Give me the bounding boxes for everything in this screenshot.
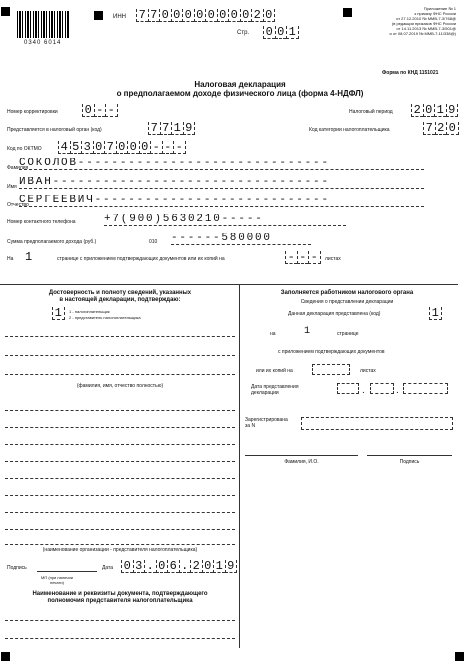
pages-value[interactable]: 1	[25, 250, 33, 264]
authority-doc-row-2[interactable]	[5, 627, 235, 639]
submission-month-field[interactable]	[370, 383, 394, 394]
org-row-8[interactable]	[5, 518, 235, 530]
income-field[interactable]: ------580000	[171, 233, 311, 245]
fio-row-2[interactable]	[5, 344, 235, 356]
submission-date-label-line-2: декларации	[251, 390, 279, 396]
form-cell[interactable]: 0	[127, 141, 139, 154]
date-dot: .	[396, 385, 399, 396]
signature-line[interactable]	[37, 571, 97, 572]
org-row-5[interactable]	[5, 467, 235, 479]
form-cell[interactable]: 7	[104, 141, 116, 154]
office-section-subtitle: Сведения о представлении декларации	[300, 299, 394, 305]
appendix-line: и от 08.07.2019 № ММВ-7-11/338@)	[389, 31, 456, 36]
form-code: Форма по КНД 1151021	[382, 70, 439, 76]
registered-label-line-2: за N	[245, 423, 256, 429]
fio-row-1[interactable]	[5, 325, 235, 337]
office-section-title: Заполняется работником налогового органа	[280, 290, 414, 296]
appendix-line: Приложение № 1	[423, 6, 456, 11]
corner-marker-top-right	[343, 8, 352, 17]
phone-field[interactable]: +7(900)5630210-----	[104, 214, 346, 226]
corner-marker-bottom-left	[1, 652, 10, 661]
page-field[interactable]	[263, 26, 299, 39]
form-cell[interactable]: 2	[251, 9, 263, 22]
presented-code-field[interactable]	[429, 307, 442, 320]
barcode	[17, 11, 69, 38]
corner-marker-top-center	[94, 11, 103, 20]
form-cell[interactable]: 1	[52, 307, 65, 320]
income-code: 010	[149, 239, 158, 245]
barcode-number: 0340 6014	[24, 40, 62, 46]
form-cell[interactable]: 0	[263, 9, 276, 22]
lastname-label: Фамилия	[7, 165, 29, 171]
form-cell[interactable]: 0	[423, 104, 435, 117]
form-cell[interactable]: 0	[275, 26, 287, 39]
page-label: Стр.	[237, 30, 250, 36]
date-label: Дата	[102, 565, 114, 571]
form-cell[interactable]: -	[285, 251, 297, 264]
appendix-line: от 27.12.2010 № ММВ-7-3/768@	[396, 16, 456, 21]
document-title	[90, 80, 390, 98]
submission-date-label	[251, 384, 299, 396]
sheets-field[interactable]	[285, 251, 321, 264]
form-cell[interactable]: 3	[133, 560, 145, 573]
date-field[interactable]	[121, 560, 237, 573]
corner-marker-top-left	[1, 7, 10, 16]
form-cell[interactable]: 4	[58, 141, 70, 154]
form-cell[interactable]: 1	[429, 307, 442, 320]
form-cell[interactable]: 0	[240, 9, 252, 22]
form-cell[interactable]: 0	[116, 141, 128, 154]
tax-office-field[interactable]	[148, 122, 195, 135]
form-cell[interactable]: 0	[121, 560, 133, 573]
form-cell[interactable]: 0	[205, 9, 217, 22]
form-cell[interactable]: 7	[136, 9, 148, 22]
form-cell[interactable]: 2	[411, 104, 423, 117]
form-cell[interactable]: 0	[182, 9, 194, 22]
date-dot: .	[362, 385, 365, 396]
registered-label-line-1: Зарегистрирована	[245, 417, 288, 423]
category-field[interactable]	[423, 122, 459, 135]
form-cell[interactable]: -	[94, 104, 106, 117]
category-label: Код категории налогоплательщика	[309, 127, 390, 133]
submission-day-field[interactable]	[337, 383, 359, 394]
submission-date-label-line-1: Дата представления	[251, 384, 299, 390]
form-cell[interactable]: 1	[434, 104, 446, 117]
correction-label: Номер корректировки	[7, 109, 58, 115]
officer-name-caption: Фамилия, И.О.	[284, 459, 319, 465]
inn-field[interactable]	[136, 9, 275, 22]
patronymic-field[interactable]: СЕРГЕЕВИЧ----------------------------	[19, 195, 424, 207]
form-cell[interactable]: 6	[167, 560, 179, 573]
pages-text: странице с приложением подтверждающих документов или их копий на	[57, 256, 225, 262]
authority-doc-title-line-2: полномочия представителя налогоплательщика	[47, 598, 193, 604]
office-on-label: на	[270, 331, 276, 337]
form-cell[interactable]: 0	[156, 560, 168, 573]
form-cell[interactable]: 3	[81, 141, 93, 154]
form-cell[interactable]: 2	[190, 560, 202, 573]
form-cell[interactable]: 5	[70, 141, 82, 154]
form-cell[interactable]: 0	[446, 122, 459, 135]
inn-label: ИНН	[113, 14, 126, 20]
form-cell[interactable]: 7	[148, 9, 160, 22]
form-cell[interactable]: 0	[194, 9, 206, 22]
form-cell[interactable]: -	[150, 141, 162, 154]
fio-caption: (фамилия, имя, отчество полностью)	[76, 383, 164, 389]
sheets-label: листах	[325, 256, 341, 262]
period-field[interactable]	[411, 104, 458, 117]
form-cell[interactable]: 0	[228, 9, 240, 22]
form-cell[interactable]: 1	[286, 26, 299, 39]
confirmation-title-line-1: Достоверность и полноту сведений, указанных	[48, 290, 192, 296]
form-cell[interactable]: 0	[93, 141, 105, 154]
corner-marker-bottom-right	[455, 652, 464, 661]
tax-office-label: Представляется в налоговый орган (код)	[7, 127, 102, 133]
authority-doc-row-1[interactable]	[5, 609, 235, 621]
authority-doc-title	[4, 591, 236, 605]
correction-field[interactable]	[82, 104, 118, 117]
on-label: На	[7, 256, 14, 262]
officer-signature-line[interactable]	[367, 455, 452, 456]
mp-label: МП (при наличии печати)	[41, 575, 73, 585]
org-caption: (наименование организации - представителя налогоплательщика)	[42, 547, 198, 553]
firstname-label: Имя	[7, 184, 17, 190]
appendix-line: (в редакции приказов ФНС России	[391, 21, 456, 26]
firstname-field[interactable]: ИВАН---------------------------------	[19, 177, 424, 189]
signer-type-field[interactable]	[52, 307, 65, 320]
form-cell[interactable]: 9	[446, 104, 459, 117]
form-cell[interactable]: 0	[139, 141, 151, 154]
title-line-1: Налоговая декларация	[194, 80, 286, 89]
office-page-word: странице	[337, 331, 359, 337]
form-cell[interactable]: 0	[159, 9, 171, 22]
form-cell[interactable]: 1	[171, 122, 183, 135]
form-cell[interactable]: 0	[263, 26, 275, 39]
confirmation-title-line-2: в настоящей декларации, подтверждаю:	[59, 297, 181, 303]
signature-label: Подпись	[7, 565, 27, 571]
form-cell[interactable]: 9	[183, 122, 196, 135]
form-cell[interactable]: -	[105, 104, 118, 117]
lastname-field[interactable]: СОКОЛОВ------------------------------	[19, 158, 424, 170]
registered-label	[245, 417, 288, 429]
form-cell[interactable]: -	[297, 251, 309, 264]
submission-year-field[interactable]	[403, 383, 448, 394]
income-label: Сумма предполагаемого дохода (руб.)	[7, 239, 97, 245]
form-cell[interactable]: 0	[171, 9, 183, 22]
form-cell[interactable]: 0	[82, 104, 94, 117]
form-cell[interactable]: 1	[213, 560, 225, 573]
authority-doc-title-line-1: Наименование и реквизиты документа, подтверждающего	[32, 591, 208, 597]
signer-option-1: 1 - налогоплательщик	[69, 309, 110, 314]
org-row-6[interactable]	[5, 484, 235, 496]
signer-option-2: 2 - представитель налогоплательщика	[69, 315, 141, 320]
appendix-note	[360, 6, 456, 36]
org-row-9[interactable]	[5, 533, 235, 545]
office-pages-value[interactable]: 1	[304, 326, 311, 337]
title-line-2: о предполагаемом доходе физического лица (форма 4-НДФЛ)	[116, 89, 364, 98]
presented-label: Данная декларация представлена (код)	[288, 311, 381, 317]
org-row-4[interactable]	[5, 450, 235, 462]
org-row-7[interactable]	[5, 501, 235, 513]
oktmo-label: Код по ОКТМО	[7, 146, 42, 152]
office-copies-label: или их копий на	[256, 368, 293, 374]
registration-number-field[interactable]	[301, 417, 453, 430]
oktmo-field[interactable]	[58, 141, 186, 154]
column-divider	[239, 284, 240, 648]
officer-name-line[interactable]	[245, 455, 358, 456]
confirmation-title	[4, 290, 236, 304]
form-cell[interactable]: 7	[148, 122, 160, 135]
org-row-2[interactable]	[5, 416, 235, 428]
form-cell[interactable]: 7	[423, 122, 435, 135]
office-sheets-label: листах	[360, 368, 376, 374]
form-cell[interactable]: 2	[435, 122, 447, 135]
form-cell[interactable]: 7	[160, 122, 172, 135]
phone-label: Номер контактного телефона	[7, 219, 76, 225]
form-cell[interactable]: -	[308, 251, 321, 264]
section-divider	[0, 284, 458, 285]
form-cell[interactable]: 9	[225, 560, 238, 573]
fio-row-3[interactable]	[5, 363, 235, 375]
form-cell[interactable]: 0	[202, 560, 214, 573]
org-row-3[interactable]	[5, 433, 235, 445]
org-row-1[interactable]	[5, 399, 235, 411]
period-label: Налоговый период	[349, 109, 393, 115]
appendix-line: от 14.11.2013 № ММВ-7-3/501@	[396, 26, 456, 31]
form-cell[interactable]: .	[179, 560, 191, 573]
office-docs-label: с приложением подтверждающих документов	[278, 349, 385, 355]
patronymic-label: Отчество	[7, 202, 29, 208]
form-cell[interactable]: 0	[217, 9, 229, 22]
form-cell[interactable]: .	[144, 560, 156, 573]
appendix-line: к приказу ФНС России	[414, 11, 456, 16]
officer-signature-caption: Подпись	[399, 459, 420, 465]
form-cell[interactable]: -	[162, 141, 174, 154]
office-sheets-field[interactable]	[312, 364, 350, 375]
form-cell[interactable]: -	[173, 141, 186, 154]
